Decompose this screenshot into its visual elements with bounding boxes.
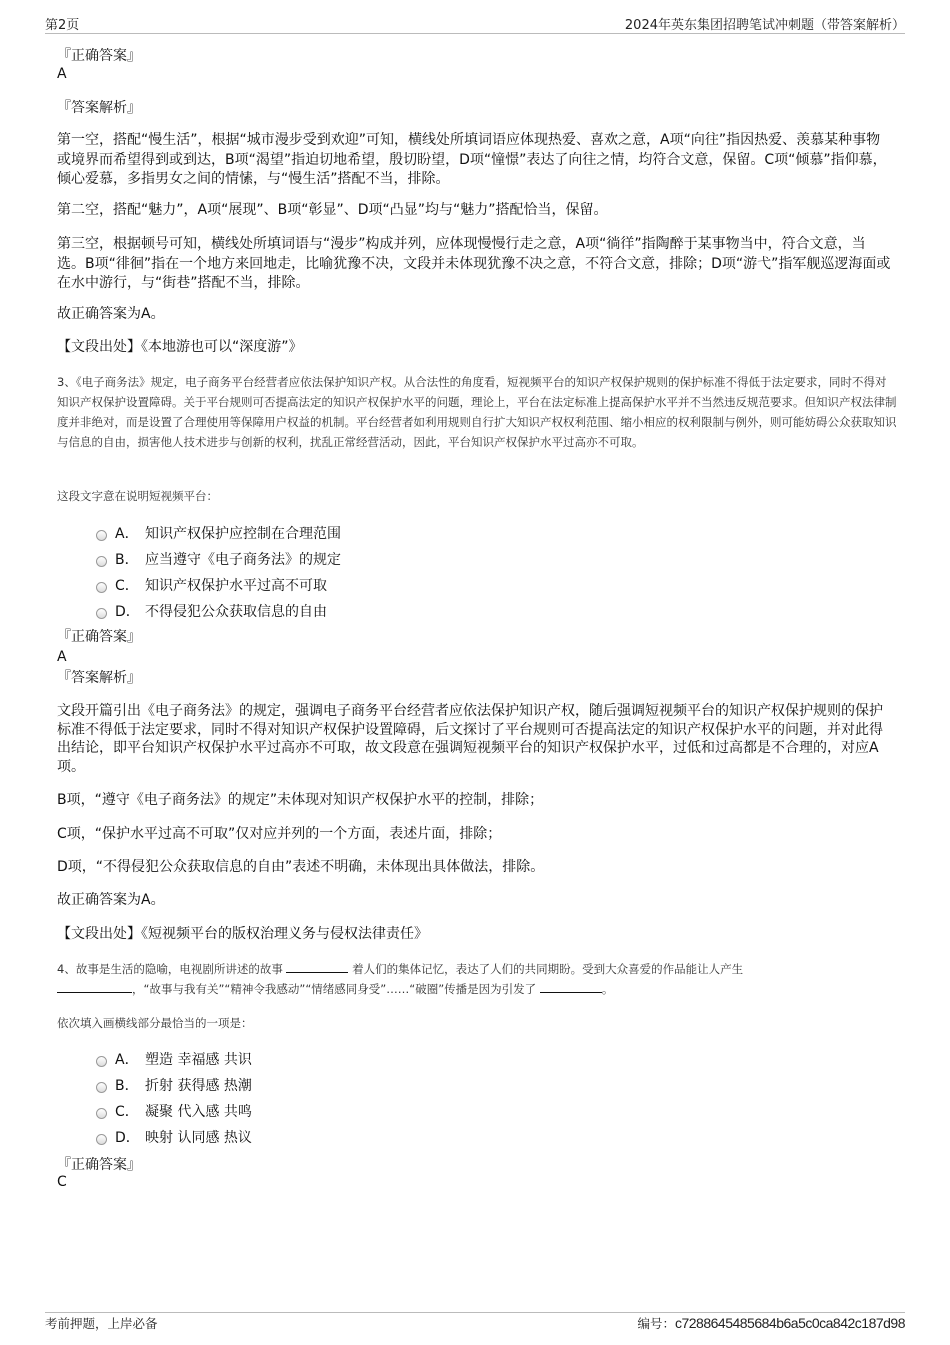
option-a[interactable]: A． 知识产权保护应控制在合理范围 [96,523,341,543]
document-id: 编号：c7288645485684b6a5c0ca842c187d98 [637,1315,905,1331]
question-text: 4、故事是生活的隐喻，电视剧所讲述的故事 着人们的集体记忆，表达了人们的共同期盼。受到大众喜爱的作品能让人产生 ，“故事与我有关”“精神令我感动”“情绪感同身受”……“破圈”传播是因为引发了 。 [57,962,744,996]
analysis-paragraph: B项，“遵守《电子商务法》的规定”未体现对知识产权保护水平的控制，排除； [57,792,544,808]
footer-slogan: 考前押题，上岸必备 [45,1316,158,1331]
question-prompt: 这段文字意在说明短视频平台： [57,489,218,503]
analysis-label: 『答案解析』 [57,670,141,686]
answer-value: A [57,66,67,82]
radio-icon[interactable] [96,608,107,619]
option-b[interactable]: B． 应当遵守《电子商务法》的规定 [96,549,341,569]
option-b[interactable]: B． 折射 获得感 热潮 [96,1075,252,1095]
footer-divider [45,1312,905,1313]
option-d[interactable]: D． 映射 认同感 热议 [96,1127,252,1147]
question-prompt: 依次填入画横线部分最恰当的一项是： [57,1016,253,1030]
analysis-conclusion: 故正确答案为A。 [57,306,165,322]
radio-icon[interactable] [96,530,107,541]
fill-blank [540,980,602,993]
source-citation: 【文段出处】《本地游也可以“深度游”》 [57,339,303,355]
page-number: 第2页 [45,18,80,33]
header-divider [45,33,905,34]
radio-icon[interactable] [96,582,107,593]
answer-value: C [57,1174,67,1190]
question-text: 3、《电子商务法》规定，电子商务平台经营者应依法保护知识产权。从合法性的角度看，短视频平台的知识产权保护规则的保护标准不得低于法定要求，同时不得对知识产权保护设置障碍。关于平台规则可否提高法定的知识产权保护水平的问题，理论上，平台在法定标准上提高保护水平并不当然违反规范要求。但知识产权法律制度并非绝对，而是设置了合理使用等保障用户权益的机制。平台经营者如利用规则自行扩大知识产权权利范围、缩小相应的权利限制与例外，则可能妨碍公众获取知识与信息的自由，损害他人技术进步与创新的权利，扰乱正常经营活动，因此，平台知识产权保护水平过高亦不可取。 [57,375,897,449]
option-a[interactable]: A． 塑造 幸福感 共识 [96,1049,252,1069]
fill-blank [57,980,132,993]
analysis-label: 『答案解析』 [57,100,141,116]
radio-icon[interactable] [96,1108,107,1119]
analysis-paragraph: C项，“保护水平过高不可取”仅对应并列的一个方面，表述片面，排除； [57,826,502,842]
analysis-conclusion: 故正确答案为A。 [57,892,165,908]
option-c[interactable]: C． 凝聚 代入感 共鸣 [96,1101,252,1121]
source-citation: 【文段出处】《短视频平台的版权治理义务与侵权法律责任》 [57,926,428,942]
radio-icon[interactable] [96,1134,107,1145]
analysis-paragraph: D项，“不得侵犯公众获取信息的自由”表述不明确，未体现出具体做法，排除。 [57,859,545,875]
radio-icon[interactable] [96,1056,107,1067]
option-c[interactable]: C． 知识产权保护水平过高不可取 [96,575,327,595]
radio-icon[interactable] [96,556,107,567]
answer-label: 『正确答案』 [57,629,141,645]
analysis-paragraph: 第二空，搭配“魅力”，A项“展现”、B项“彰显”、D项“凸显”均与“魅力”搭配恰当，保留。 [57,202,608,218]
answer-value: A [57,649,67,665]
document-title: 2024年英东集团招聘笔试冲刺题（带答案解析） [624,18,905,33]
radio-icon[interactable] [96,1082,107,1093]
answer-label: 『正确答案』 [57,48,141,64]
answer-label: 『正确答案』 [57,1157,141,1173]
analysis-paragraph: 第一空，搭配“慢生活”，根据“城市漫步受到欢迎”可知，横线处所填词语应体现热爱、喜欢之意，A项“向往”指因热爱、羡慕某种事物或境界而希望得到或到达，B项“渴望”指迫切地希望，殷切盼望，D项“憧憬”表达了向往之情，均符合文意，保留。C项“倾慕”指仰慕，倾心爱慕，多指男女之间的情愫，与“慢生活”搭配不当，排除。 [57,132,887,187]
option-d[interactable]: D． 不得侵犯公众获取信息的自由 [96,601,327,621]
analysis-paragraph: 文段开篇引出《电子商务法》的规定，强调电子商务平台经营者应依法保护知识产权，随后强调短视频平台的知识产权保护规则的保护标准不得低于法定要求，同时不得对知识产权保护设置障碍，后文探讨了平台规则可否提高法定的知识产权保护水平的问题，并对此得出结论，即平台知识产权保护水平过高亦不可取，故文段意在强调短视频平台的知识产权保护水平，过低和过高都是不合理的，对应A项。 [57,703,883,775]
analysis-paragraph: 第三空，根据顿号可知，横线处所填词语与“漫步”构成并列，应体现慢慢行走之意，A项“徜徉”指陶醉于某事物当中，符合文意，当选。B项“徘徊”指在一个地方来回地走，比喻犹豫不决，文段并未体现犹豫不决之意，不符合文意，排除；D项“游弋”指军舰巡逻海面或在水中游行，与“街巷”搭配不当，排除。 [57,236,891,291]
fill-blank [286,960,348,973]
